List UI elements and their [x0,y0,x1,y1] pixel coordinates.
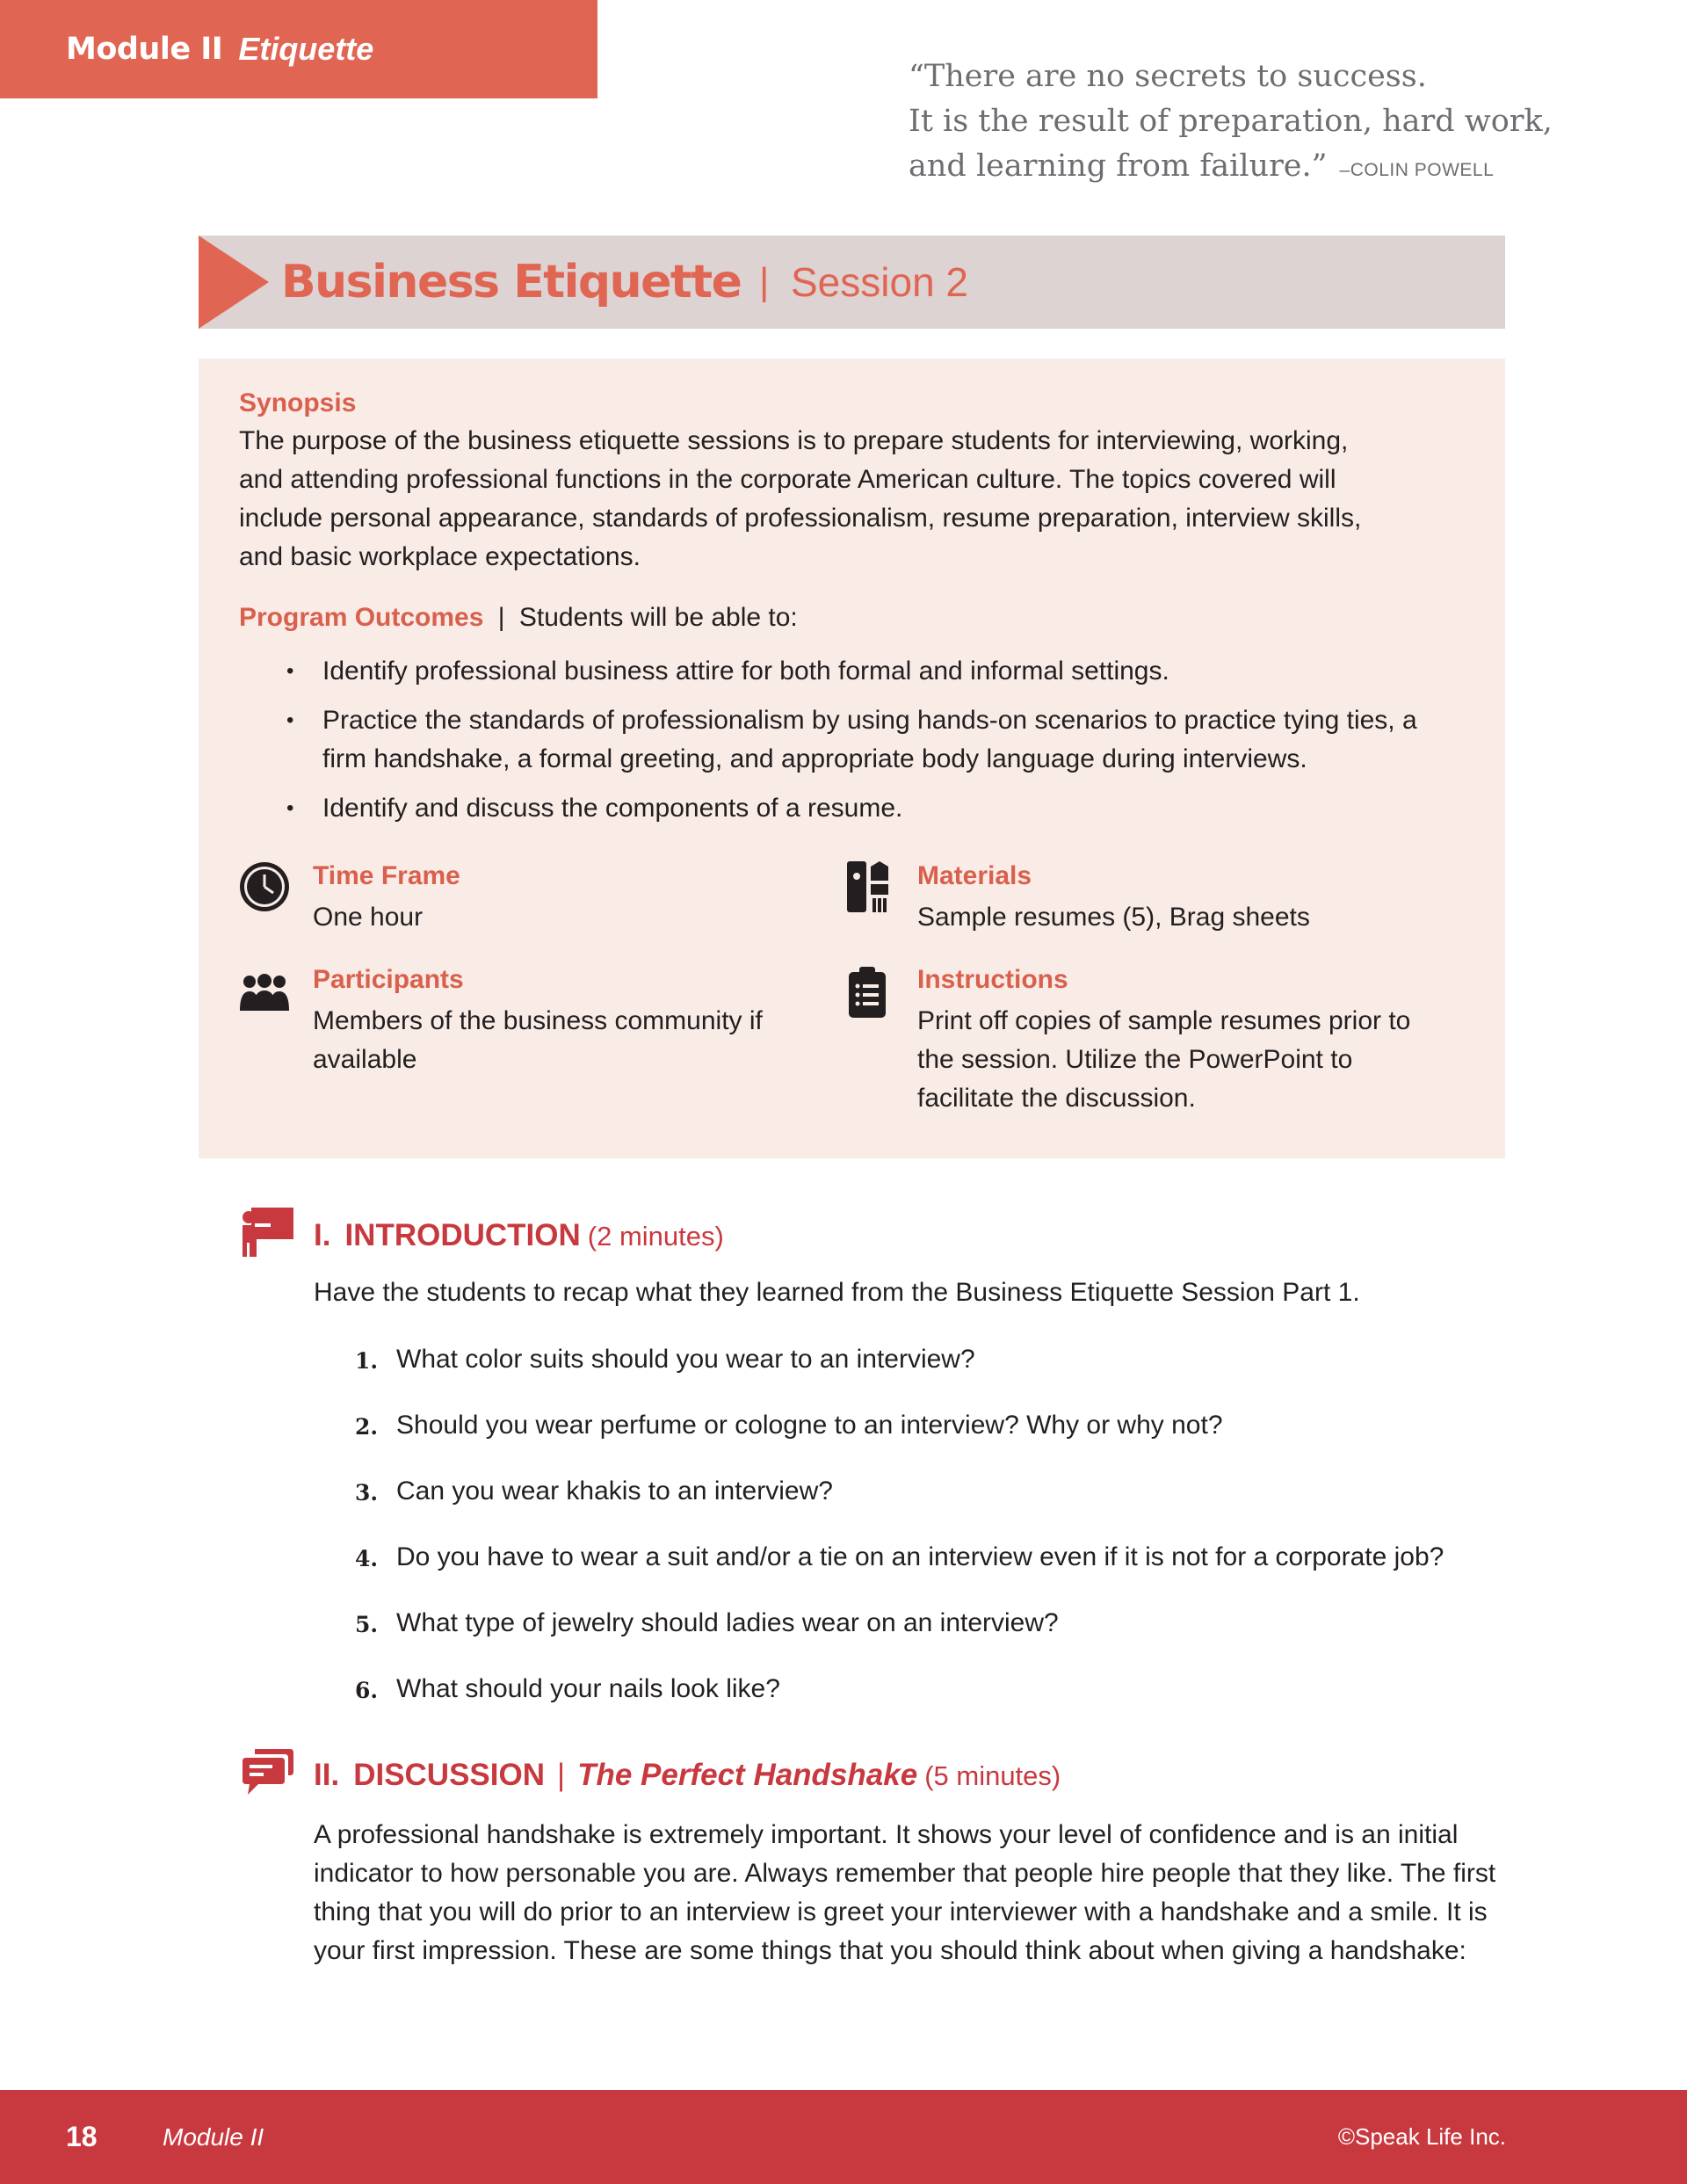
clock-icon [239,861,290,912]
list-item [355,1340,1515,1406]
introduction-heading: INTRODUCTION [344,1218,581,1252]
question-number: 1. [355,1348,379,1374]
tools-icon [847,861,889,914]
list-item: • Practice the standards of professionalism by using hands-on scenarios to practice tying ties, a firm handshake, a formal greeting, and appropriate body language during interviews. [286,701,1455,779]
list-item [355,1538,1515,1604]
session-label: Session 2 [791,259,969,305]
synopsis-heading: Synopsis [239,388,357,417]
question-number: 2. [355,1414,379,1440]
instructions-text: Print off copies of sample resumes prior to the session. Utilize the PowerPoint to facilitate the discussion. [917,1006,1411,1113]
instructions-heading: Instructions [917,965,1068,994]
question-number: 4. [355,1546,379,1571]
quote [909,54,1629,192]
synopsis-text: The purpose of the business etiquette sessions is to prepare students for interviewing, working, and attending professional functions in the corporate American culture. The topics covered will include personal appearance, standards of professionalism, resume preparation, interview skills, and basic workplace expectations. [239,426,1362,571]
page-footer [0,2090,1687,2184]
question-text: What type of jewelry should ladies wear on an interview? [396,1608,1059,1637]
page-title: Business Etiquette [281,256,742,308]
discussion-separator: | [557,1758,566,1792]
quote-line-1: “There are no secrets to success. [909,59,1427,94]
question-text: Can you wear khakis to an interview? [396,1477,833,1506]
quote-line-2: It is the result of preparation, hard work, [909,104,1553,139]
participants-heading: Participants [313,965,464,994]
footer-module: Module II [163,2122,264,2151]
question-text: What color suits should you wear to an interview? [396,1345,975,1374]
module-label: Module II [66,32,223,67]
discussion-heading: DISCUSSION [353,1758,545,1792]
participants-text: Members of the business community if available [313,1006,763,1074]
quote-author: –COLIN POWELL [1339,160,1495,180]
introduction-questions [355,1340,1515,1736]
footer-copyright: ©Speak Life Inc. [1337,2123,1506,2150]
question-number: 6. [355,1678,379,1703]
discussion-number: II. [314,1758,340,1792]
outcomes-header [239,603,798,633]
title-separator: | [759,260,770,303]
question-number: 3. [355,1480,379,1506]
module-tag [0,0,597,98]
chat-bubbles-icon [243,1749,293,1798]
outcomes-list [286,652,1455,838]
question-text: What should your nails look like? [396,1674,780,1703]
module-topic: Etiquette [238,31,374,67]
outcomes-separator: | [497,603,505,632]
presentation-icon [243,1208,293,1257]
materials-heading: Materials [917,861,1032,890]
introduction-duration: (2 minutes) [587,1221,724,1252]
outcomes-lead: Students will be able to: [518,603,798,632]
discussion-subtitle: The Perfect Handshake [577,1758,918,1792]
quote-line-3 [909,144,1629,192]
list-item: • Identify professional business attire for both formal and informal settings. [286,652,1455,691]
introduction-number: I. [314,1218,331,1252]
session-title-bar [199,236,1505,329]
list-item [355,1472,1515,1538]
list-item [355,1604,1515,1670]
question-number: 5. [355,1612,379,1637]
introduction-lead: Have the students to recap what they learned from the Business Etiquette Session Part 1. [314,1278,1360,1307]
clipboard-icon [849,967,886,1018]
page-number: 18 [66,2121,98,2152]
list-item [355,1406,1515,1472]
materials-text: Sample resumes (5), Brag sheets [917,903,1310,932]
list-item [355,1670,1515,1736]
discussion-duration: (5 minutes) [924,1760,1061,1791]
question-text: Should you wear perfume or cologne to an interview? Why or why not? [396,1411,1223,1440]
discussion-title [314,1758,1061,1793]
time-frame-text: One hour [313,903,424,932]
session-info-panel [199,359,1505,1158]
list-item: • Identify and discuss the components of a resume. [286,789,1455,828]
introduction-title [314,1218,724,1253]
discussion-text: A professional handshake is extremely important. It shows your level of confidence and is an initial indicator to how personable you are. Always remember that people hire people that they like. The first thing that you will do prior to an interview is greet your interviewer with a handshake and a smile. It is your first impression. These are some things that you should think about when giving a handshake: [314,1820,1496,1965]
outcomes-heading: Program Outcomes [239,603,484,632]
group-icon [239,974,290,1012]
quote-line-3-text: and learning from failure.” [909,149,1328,184]
question-text: Do you have to wear a suit and/or a tie on an interview even if it is not for a corporate job? [396,1542,1444,1571]
title-arrow-icon [199,236,269,329]
time-frame-heading: Time Frame [313,861,460,890]
